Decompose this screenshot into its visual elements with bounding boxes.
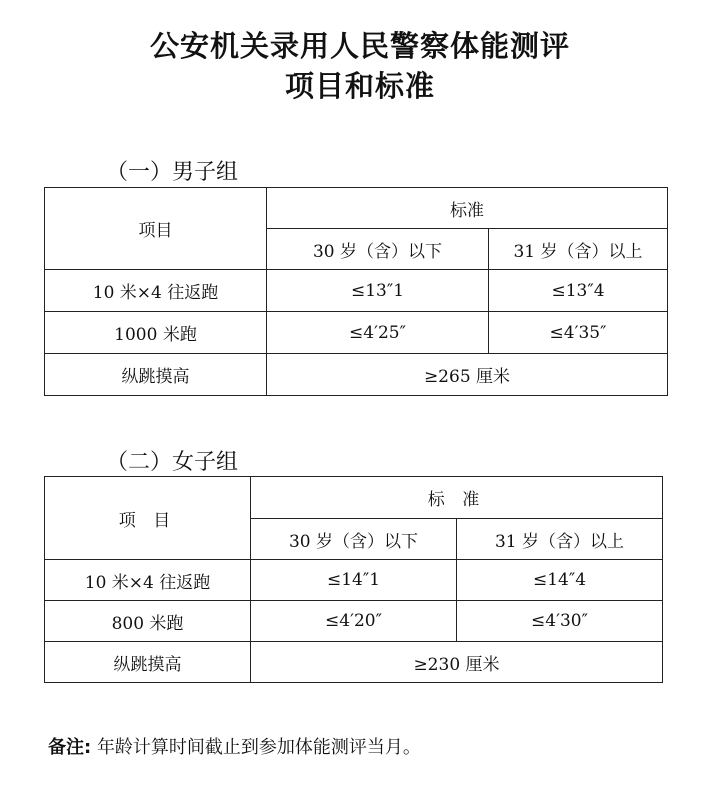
item-name: 800 米跑	[45, 601, 251, 642]
footnote	[48, 733, 421, 759]
header-item: 项目	[45, 188, 267, 270]
table-row	[45, 601, 663, 642]
header-standard: 标准	[267, 188, 668, 229]
item-name: 10 米×4 往返跑	[45, 270, 267, 312]
table-row	[45, 312, 668, 354]
standard-value: ≤13″1	[267, 270, 489, 312]
item-name: 纵跳摸高	[45, 354, 267, 396]
standard-value: ≤4′35″	[489, 312, 668, 354]
item-name: 纵跳摸高	[45, 642, 251, 683]
standard-value: ≤13″4	[489, 270, 668, 312]
footnote-label: 备注:	[48, 737, 92, 758]
table-row	[45, 642, 663, 683]
table-row	[45, 270, 668, 312]
standard-value: ≤4′30″	[457, 601, 663, 642]
header-standard: 标 准	[251, 477, 663, 519]
male-group-heading: （一）男子组	[106, 160, 239, 185]
male-standards-table	[44, 187, 668, 396]
standard-value: ≥230 厘米	[251, 642, 663, 683]
footnote-text: 年龄计算时间截止到参加体能测评当月。	[96, 737, 421, 758]
table-row	[45, 560, 663, 601]
table-row	[45, 354, 668, 396]
header-age-under-30: 30 岁（含）以下	[267, 229, 489, 270]
standard-value: ≤14″1	[251, 560, 457, 601]
standard-value: ≥265 厘米	[267, 354, 668, 396]
female-standards-table	[44, 476, 663, 683]
header-age-over-31: 31 岁（含）以上	[489, 229, 668, 270]
item-name: 10 米×4 往返跑	[45, 560, 251, 601]
document-title-line1: 公安机关录用人民警察体能测评	[149, 29, 570, 63]
standard-value: ≤14″4	[457, 560, 663, 601]
header-age-over-31: 31 岁（含）以上	[457, 519, 663, 560]
item-name: 1000 米跑	[45, 312, 267, 354]
standard-value: ≤4′20″	[251, 601, 457, 642]
document-title-line2: 项目和标准	[284, 69, 435, 103]
standard-value: ≤4′25″	[267, 312, 489, 354]
header-item: 项 目	[45, 477, 251, 560]
header-age-under-30: 30 岁（含）以下	[251, 519, 457, 560]
female-group-heading: （二）女子组	[106, 450, 239, 475]
